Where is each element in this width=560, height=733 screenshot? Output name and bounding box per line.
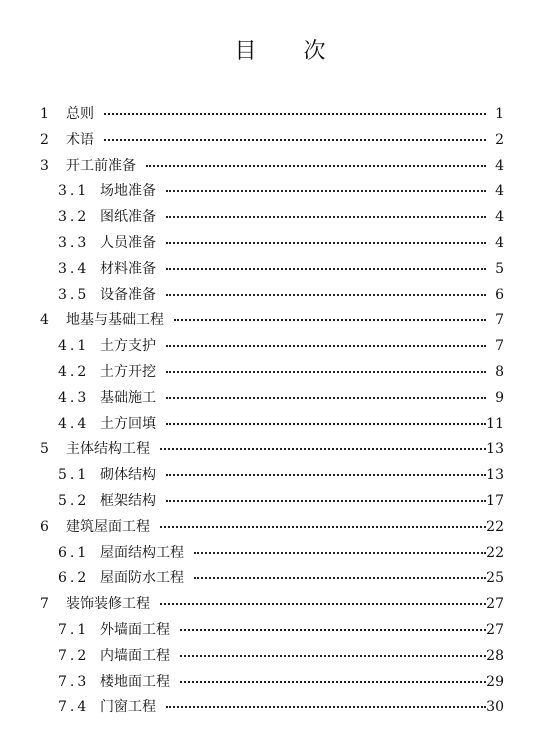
toc-entry (0, 543, 560, 563)
dot-leader (180, 629, 486, 631)
entry-number: 6 (40, 518, 49, 535)
entry-page-number: 11 (486, 415, 504, 432)
toc-entry (0, 181, 560, 201)
dot-leader (194, 552, 486, 554)
toc-entry (0, 130, 560, 150)
entry-title: 术语 (66, 131, 94, 148)
dot-leader (160, 603, 486, 605)
toc-entry (0, 491, 560, 511)
dot-leader (104, 113, 486, 115)
entry-title: 屋面防水工程 (100, 570, 184, 587)
entry-title: 门窗工程 (100, 699, 156, 716)
entry-number: 5.2 (58, 493, 90, 509)
dot-leader (166, 371, 486, 373)
dot-leader (174, 319, 486, 321)
entry-page-number: 30 (486, 699, 504, 716)
entry-number: 3.4 (58, 260, 90, 277)
entry-title: 材料准备 (100, 260, 156, 277)
entry-page-number: 4 (495, 183, 504, 200)
toc-entry (0, 207, 560, 227)
entry-page-number: 27 (486, 596, 504, 613)
toc-entry (0, 104, 560, 124)
entry-page-number: 5 (495, 260, 504, 277)
entry-title: 框架结构 (100, 493, 156, 509)
dot-leader (166, 345, 486, 347)
toc-entry (0, 414, 560, 434)
entry-title: 楼地面工程 (100, 673, 170, 690)
entry-title: 开工前准备 (66, 157, 136, 174)
dot-leader (146, 165, 486, 167)
entry-number: 4.4 (58, 415, 90, 432)
entry-title: 基础施工 (100, 389, 156, 406)
entry-number: 7.4 (58, 699, 90, 716)
entry-page-number: 4 (495, 209, 504, 226)
toc-entry (0, 594, 560, 614)
toc-entry (0, 156, 560, 176)
toc-entry (0, 568, 560, 588)
dot-leader (180, 655, 486, 657)
entry-number: 2 (40, 131, 49, 148)
toc-entry (0, 233, 560, 253)
entry-page-number: 2 (495, 131, 504, 148)
dot-leader (166, 397, 486, 399)
entry-page-number: 7 (495, 312, 504, 329)
page-title: 目 次 (234, 39, 346, 64)
toc-entry (0, 672, 560, 692)
dot-leader (166, 242, 486, 244)
entry-number: 6.2 (58, 570, 90, 587)
entry-number: 7 (40, 596, 49, 613)
entry-page-number: 7 (495, 338, 504, 355)
dot-leader (160, 448, 486, 450)
entry-number: 4.2 (58, 364, 90, 380)
entry-page-number: 8 (495, 364, 504, 380)
entry-title: 场地准备 (100, 183, 156, 200)
entry-title: 土方支护 (100, 338, 156, 355)
toc-entry (0, 620, 560, 640)
entry-page-number: 28 (486, 647, 504, 664)
entry-title: 总则 (66, 106, 94, 122)
entry-title: 屋面结构工程 (100, 544, 184, 561)
dot-leader (166, 500, 486, 502)
entry-title: 土方回填 (100, 415, 156, 432)
toc-entry (0, 285, 560, 305)
entry-page-number: 22 (486, 544, 504, 561)
entry-title: 地基与基础工程 (66, 312, 164, 329)
toc-entry (0, 465, 560, 485)
entry-title: 主体结构工程 (66, 441, 150, 458)
dot-leader (104, 139, 486, 141)
entry-title: 建筑屋面工程 (66, 518, 150, 535)
toc-entry (0, 697, 560, 717)
entry-number: 4.1 (58, 338, 90, 355)
entry-title: 砌体结构 (100, 467, 156, 484)
toc-entry (0, 439, 560, 459)
dot-leader (194, 577, 486, 579)
entry-page-number: 1 (495, 106, 504, 122)
entry-title: 图纸准备 (100, 209, 156, 226)
entry-title: 装饰装修工程 (66, 596, 150, 613)
entry-title: 人员准备 (100, 235, 156, 251)
entry-page-number: 6 (495, 286, 504, 303)
entry-number: 3 (40, 157, 49, 174)
entry-page-number: 4 (495, 235, 504, 251)
toc-entry (0, 517, 560, 537)
entry-number: 3.5 (58, 286, 90, 303)
toc-entry (0, 388, 560, 408)
entry-number: 1 (40, 106, 49, 122)
dot-leader (166, 474, 486, 476)
dot-leader (180, 681, 486, 683)
toc-entry (0, 362, 560, 382)
entry-number: 5 (40, 441, 49, 458)
entry-title: 外墙面工程 (100, 622, 170, 638)
entry-title: 内墙面工程 (100, 647, 170, 664)
dot-leader (166, 706, 486, 708)
dot-leader (166, 268, 486, 270)
dot-leader (160, 526, 486, 528)
entry-number: 3.1 (58, 183, 90, 200)
entry-page-number: 29 (486, 673, 504, 690)
toc-entry (0, 259, 560, 279)
entry-title: 设备准备 (100, 286, 156, 303)
entry-number: 7.2 (58, 647, 90, 664)
entry-number: 3.3 (58, 235, 90, 251)
entry-number: 7.1 (58, 622, 90, 638)
entry-number: 7.3 (58, 673, 90, 690)
entry-page-number: 25 (486, 570, 504, 587)
entry-page-number: 13 (486, 441, 504, 458)
dot-leader (166, 294, 486, 296)
entry-number: 5.1 (58, 467, 90, 484)
entry-page-number: 17 (486, 493, 504, 509)
toc-entry (0, 336, 560, 356)
entry-number: 4.3 (58, 389, 90, 406)
entry-page-number: 4 (495, 157, 504, 174)
entry-number: 3.2 (58, 209, 90, 226)
entry-number: 6.1 (58, 544, 90, 561)
entry-page-number: 9 (495, 389, 504, 406)
entry-page-number: 22 (486, 518, 504, 535)
entry-page-number: 13 (486, 467, 504, 484)
toc-entry (0, 646, 560, 666)
dot-leader (166, 190, 486, 192)
dot-leader (166, 423, 486, 425)
toc-entry (0, 310, 560, 330)
dot-leader (166, 216, 486, 218)
entry-page-number: 27 (486, 622, 504, 638)
entry-title: 土方开挖 (100, 364, 156, 380)
entry-number: 4 (40, 312, 49, 329)
